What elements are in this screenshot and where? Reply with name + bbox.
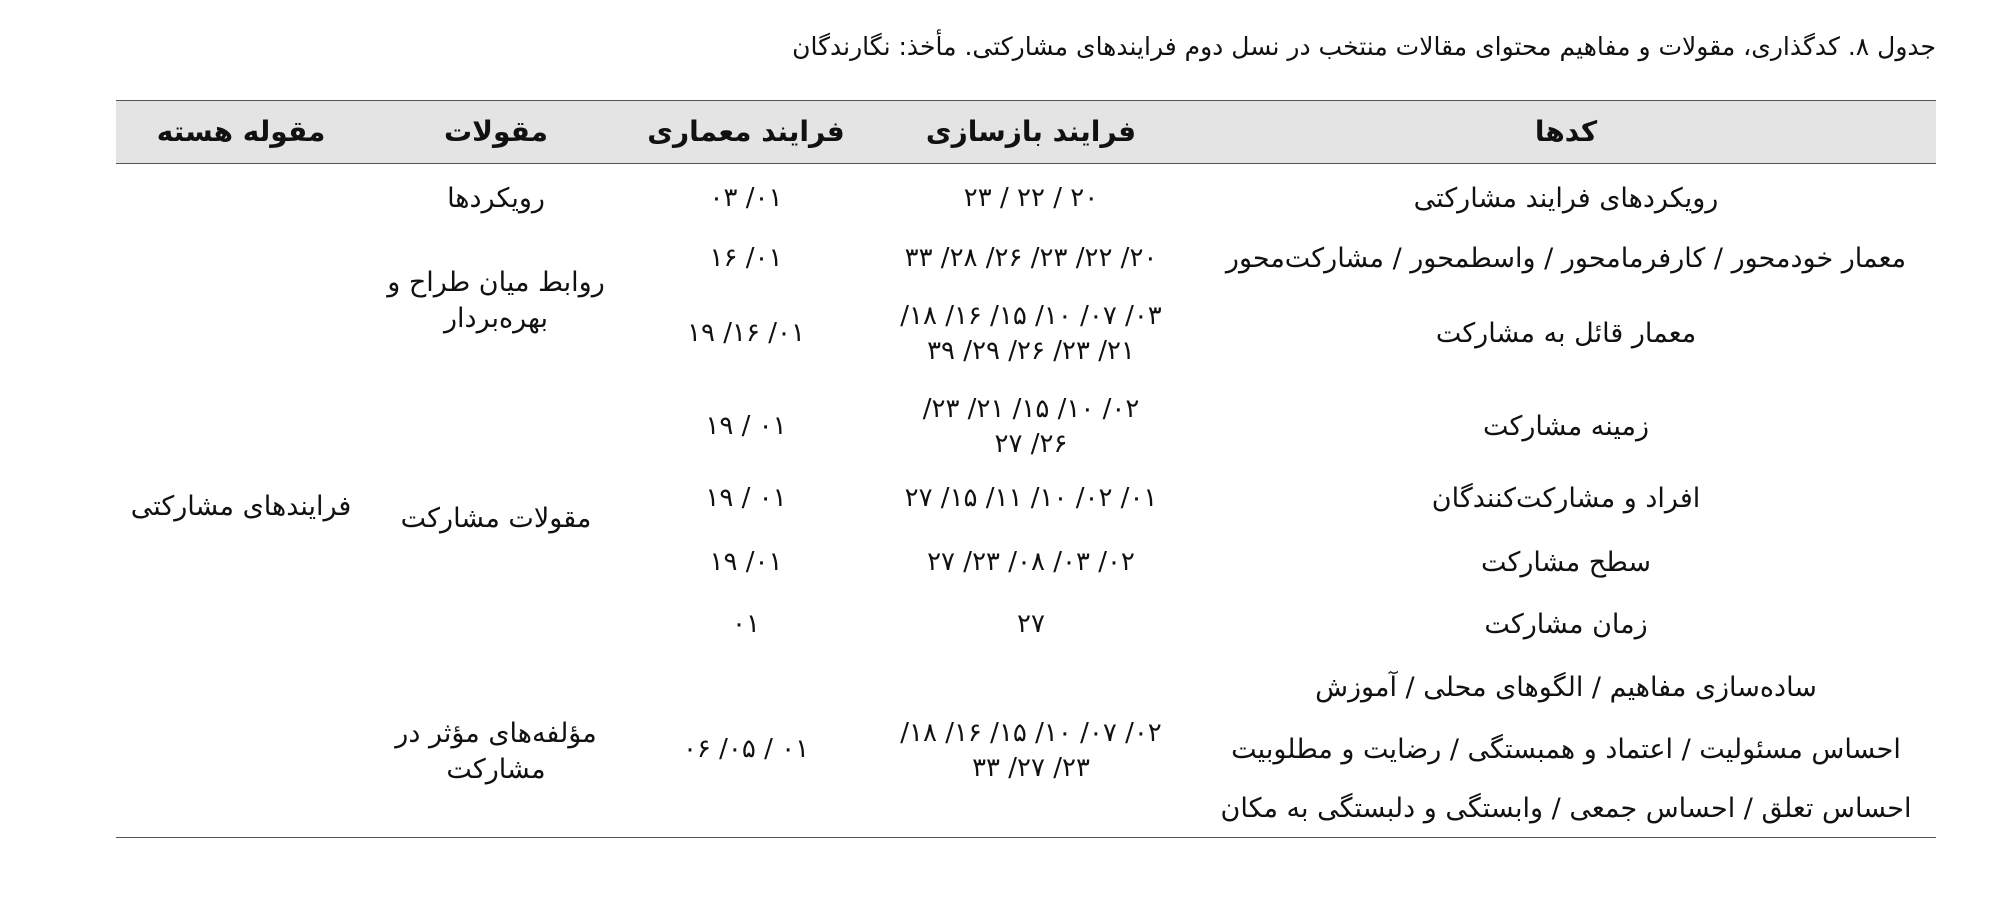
row-8-code-line-3: احساس تعلق / احساس جمعی / وابستگی و دلبستگی به مکان <box>1220 792 1912 824</box>
category-participation: مقولات مشارکت <box>400 502 592 534</box>
header-core-category: مقوله هسته <box>156 115 326 149</box>
row-8-code-line-1: ساده‌سازی مفاهیم / الگوهای محلی / آموزش <box>1315 671 1817 703</box>
row-3-rebuild <box>866 289 1196 379</box>
row-5-rebuild: ۰۱/ ۰۲/ ۱۰/ ۱۱/ ۱۵/ ۲۷ <box>904 483 1158 514</box>
row-6-rebuild: ۰۲/ ۰۳/ ۰۸/ ۲۳/ ۲۷ <box>927 547 1135 578</box>
row-8-rebuild-line-2: ۲۳/ ۲۷/ ۳۳ <box>972 753 1090 783</box>
row-3-rebuild-line-1: ۰۳/ ۰۷/ ۱۰/ ۱۵/ ۱۶/ ۱۸/ <box>900 300 1162 331</box>
row-2-architecture: ۰۱/ ۱۶ <box>709 243 783 274</box>
row-4-rebuild-line-1: ۰۲/ ۱۰/ ۱۵/ ۲۱/ ۲۳/ <box>922 393 1140 424</box>
row-6-architecture: ۰۱/ ۱۹ <box>709 547 783 578</box>
codes-table <box>116 100 1936 838</box>
row-4-architecture: ۰۱ / ۱۹ <box>705 411 787 442</box>
core-category: فرایندهای مشارکتی <box>130 490 352 522</box>
row-4-rebuild-line-2: ۲۶/ ۲۷ <box>994 429 1068 459</box>
row-7-architecture: ۰۱ <box>732 609 760 640</box>
row-2-rebuild: ۲۰/ ۲۲/ ۲۳/ ۲۶/ ۲۸/ ۳۳ <box>904 243 1158 274</box>
table-caption: جدول ۸. کدگذاری، مقولات و مفاهیم محتوای مقالات منتخب در نسل دوم فرایندهای مشارکتی. مأخذ: نگارندگان <box>792 32 1936 61</box>
header-codes: کدها <box>1534 115 1598 149</box>
header-rebuild-process: فرایند بازسازی <box>925 115 1137 149</box>
category-factors-line-1: مؤلفه‌های مؤثر در <box>395 717 597 749</box>
category-approaches: رویکردها <box>447 182 545 214</box>
row-3-rebuild-line-2: ۲۱/ ۲۳/ ۲۶/ ۲۹/ ۳۹ <box>927 336 1135 366</box>
row-8-architecture: ۰۱ / ۰۵/ ۰۶ <box>682 734 810 765</box>
row-3-code: معمار قائل به مشارکت <box>1435 317 1697 349</box>
category-factors-line-2: مشارکت <box>446 754 546 785</box>
row-3-architecture: ۰۱/ ۱۶/ ۱۹ <box>687 318 805 349</box>
row-4-code: زمینه مشارکت <box>1482 410 1650 442</box>
row-1-rebuild: ۲۰ / ۲۲ / ۲۳ <box>963 183 1099 214</box>
row-7-code: زمان مشارکت <box>1484 608 1648 640</box>
row-5-architecture: ۰۱ / ۱۹ <box>705 483 787 514</box>
category-effective-factors <box>366 697 626 807</box>
row-8-rebuild <box>866 701 1196 801</box>
category-relations-line-1: روابط میان طراح و <box>387 266 605 298</box>
row-5-code: افراد و مشارکت‌کنندگان <box>1431 482 1701 514</box>
header-architecture-process: فرایند معماری <box>647 115 845 149</box>
row-6-code: سطح مشارکت <box>1481 546 1651 578</box>
header-categories: مقولات <box>443 115 549 149</box>
category-designer-user-relations <box>366 241 626 361</box>
table-header <box>116 101 1936 164</box>
row-4-rebuild <box>866 381 1196 473</box>
row-1-architecture: ۰۱/ ۰۳ <box>709 183 783 214</box>
row-1-code: رویکردهای فرایند مشارکتی <box>1413 182 1719 214</box>
row-8-code-line-2: احساس مسئولیت / اعتماد و همبستگی / رضایت و مطلوبیت <box>1231 733 1901 765</box>
row-7-rebuild: ۲۷ <box>1017 609 1045 640</box>
row-8-rebuild-line-1: ۰۲/ ۰۷/ ۱۰/ ۱۵/ ۱۶/ ۱۸/ <box>900 717 1162 748</box>
row-2-code: معمار خودمحور / کارفرمامحور / واسطمحور / مشارکت‌محور <box>1225 242 1907 274</box>
category-relations-line-2: بهره‌بردار <box>444 303 548 334</box>
